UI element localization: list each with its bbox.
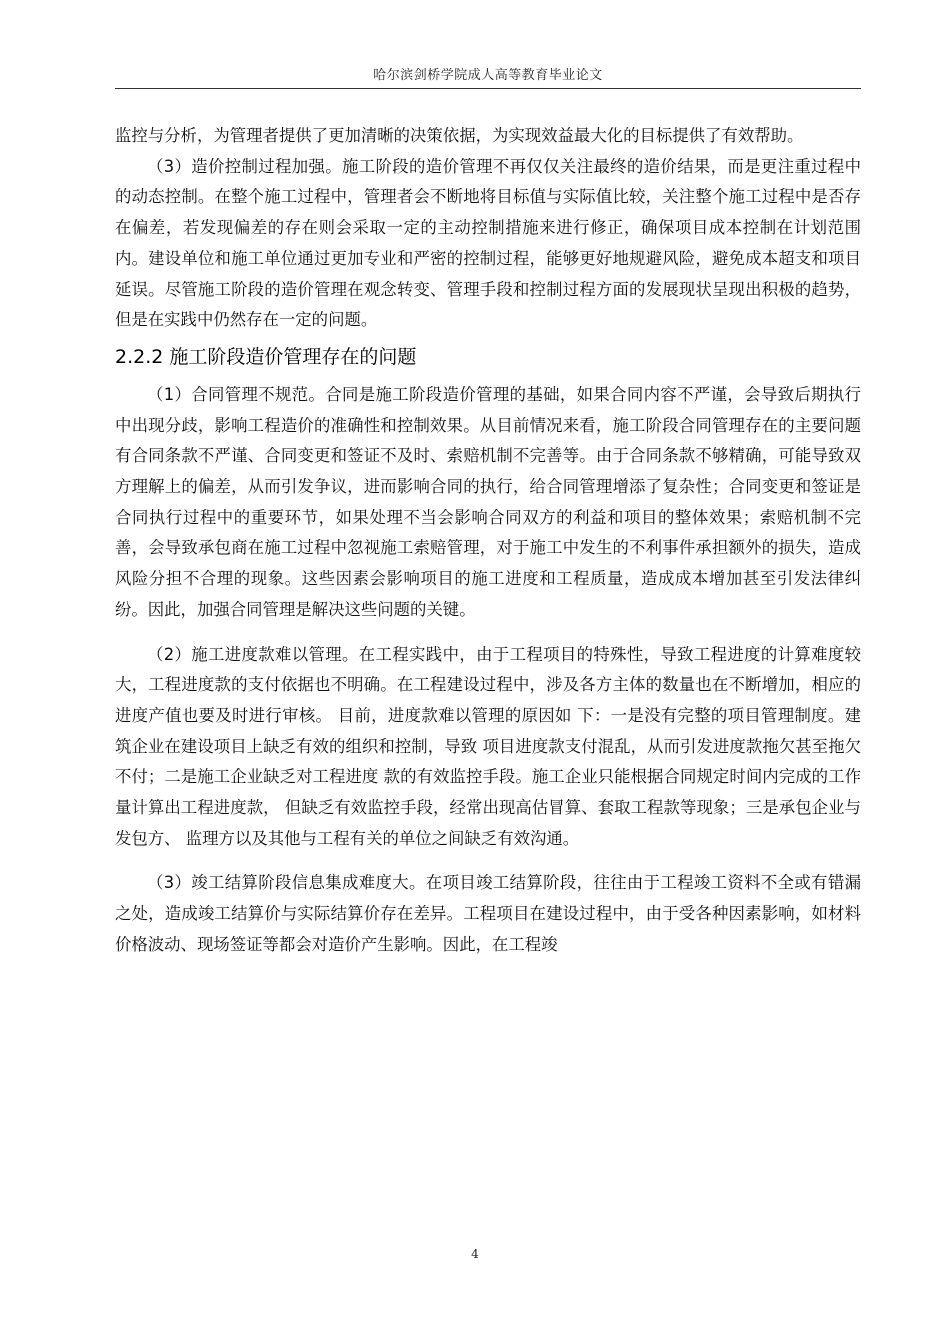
header-divider (115, 88, 861, 89)
paragraph-contract-management: （1）合同管理不规范。合同是施工阶段造价管理的基础，如果合同内容不严谨，会导致后期执行中出现分歧，影响工程造价的准确性和控制效果。从目前情况来看，施工阶段合同管理存在的主要问题有合同条款不严谨、合同变更和签证不及时、索赔机制不完善等。由于合同条款不够精确，可能导致双方理解上的偏差，从而引发争议，进而影响合同的执行，给合同管理增添了复杂性；合同变更和签证是合同执行过程中的重要环节，如果处理不当会影响合同双方的利益和项目的整体效果；索赔机制不完善，会导致承包商在施工过程中忽视施工索赔管理，对于施工中发生的不利事件承担额外的损失，造成风险分担不合理的现象。这些因素会影响项目的施工进度和工程质量，造成成本增加甚至引发法律纠纷。因此，加强合同管理是解决这些问题的关键。 (115, 384, 861, 619)
paragraph-spacer (115, 854, 861, 868)
paragraph-continuation: 监控与分析，为管理者提供了更加清晰的决策依据，为实现效益最大化的目标提供了有效帮助。 (115, 126, 804, 145)
section-heading (115, 342, 861, 372)
paragraph-progress-payment: （2）施工进度款难以管理。在工程实践中，由于工程项目的特殊性，导致工程进度的计算难度较大，工程进度款的支付依据也不明确。在工程建设过程中，涉及各方主体的数量也在不断增加，相应的进度产值也要及时进行审核。 目前，进度款难以管理的原因如 下：一是没有完整的项目管理制度。建筑企业在建设项目上缺乏有效的组织和控制，导致 项目进度款支付混乱，从而引发进度款拖欠甚至拖欠不付；二是施工企业缺乏对工程进度 款的有效监控手段。施工企业只能根据合同规定时间内完成的工作量计算出工程进度款， 但缺乏有效监控手段，经常出现高估冒算、套取工程款等现象；三是承包企业与发包方、 监理方以及其他与工程有关的单位之间缺乏有效沟通。 (115, 644, 861, 848)
page-number: 4 (471, 1247, 479, 1261)
running-header: 哈尔滨剑桥学院成人高等教育毕业论文 (373, 68, 603, 83)
body-content (115, 121, 861, 961)
paragraph-spacer (115, 626, 861, 640)
section-number: 2.2.2 (115, 345, 164, 368)
section-title: 施工阶段造价管理存在的问题 (169, 345, 417, 368)
paragraph-cost-control: （3）造价控制过程加强。施工阶段的造价管理不再仅仅关注最终的造价结果，而是更注重过程中的动态控制。在整个施工过程中，管理者会不断地将目标值与实际值比较，关注整个施工过程中是否存在偏差，若发现偏差的存在则会采取一定的主动控制措施来进行修正，确保项目成本控制在计划范围内。建设单位和施工单位通过更加专业和严密的控制过程，能够更好地规避风险，避免成本超支和项目延误。尽管施工阶段的造价管理在观念转变、管理手段和控制过程方面的发展现状呈现出积极的趋势，但是在实践中仍然存在一定的问题。 (115, 156, 861, 330)
paragraph-final-settlement: （3）竣工结算阶段信息集成难度大。在项目竣工结算阶段，往往由于工程竣工资料不全或有错漏之处，造成竣工结算价与实际结算价存在差异。工程项目在建设过程中，由于受各种因素影响，如材料价格波动、现场签证等都会对造价产生影响。因此，在工程竣 (115, 873, 861, 954)
